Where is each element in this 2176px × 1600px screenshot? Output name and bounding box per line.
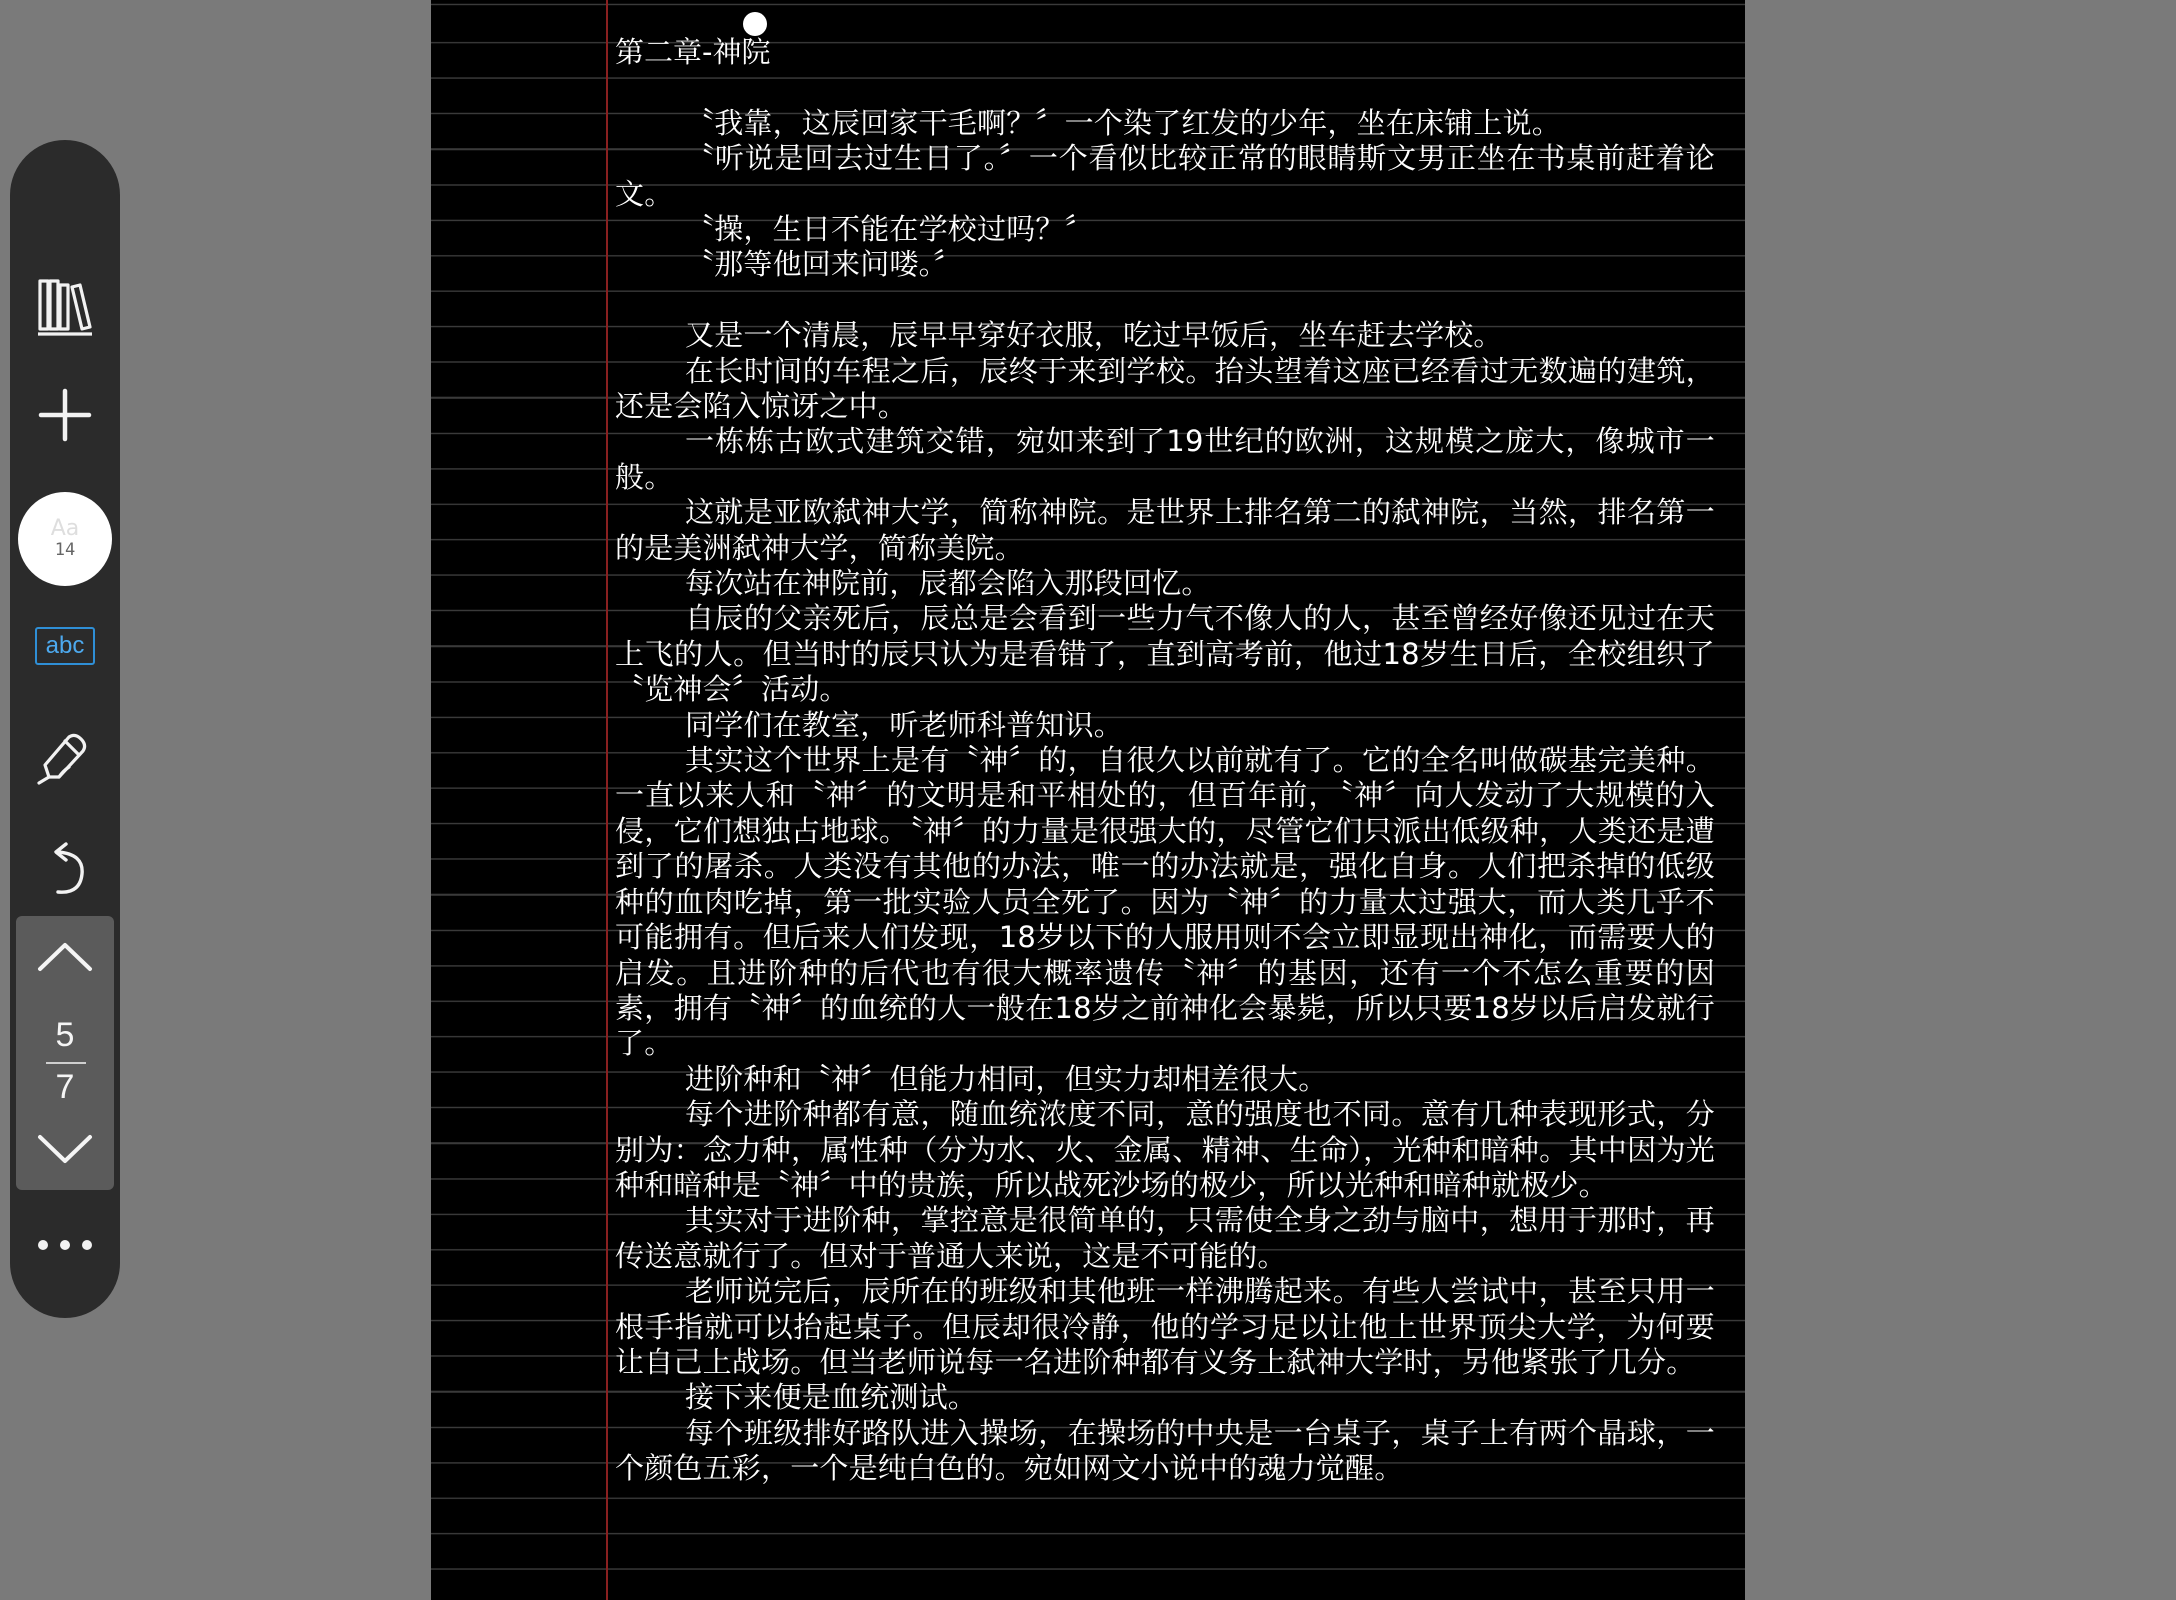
more-options-icon[interactable] (10, 1199, 120, 1291)
blank-line (615, 283, 1715, 318)
chapter-title: 第二章-神院 (615, 35, 771, 69)
spellcheck-button[interactable] (35, 627, 95, 665)
paragraph: 〝操，生日不能在学校过吗？〞 (685, 212, 1094, 246)
font-size-value: 14 (54, 540, 76, 560)
blank-line (615, 70, 1715, 105)
page-divider (46, 1062, 86, 1064)
font-label: Aa (50, 516, 80, 541)
paragraph: 其实对于进阶种，掌控意是很简单的，只需使全身之劲与脑中，想用于那时，再传送意就行了。但对于普通人来说，这是不可能的。 (615, 1203, 1715, 1273)
font-size-button[interactable] (18, 492, 112, 586)
spellcheck-label: abc (45, 632, 85, 659)
page-margin-line (606, 0, 608, 1600)
paragraph: 老师说完后，辰所在的班级和其他班一样沸腾起来。有些人尝试中，甚至只用一根手指就可以抬起桌子。但辰却很冷静，他的学习足以让他上世界顶尖大学，为何要让自己上战场。但当老师说每一名进阶种都有义务上弑神大学时，另他紧张了几分。 (615, 1274, 1715, 1379)
paragraph: 又是一个清晨，辰早早穿好衣服，吃过早饭后，坐车赶去学校。 (685, 318, 1503, 353)
paragraph: 自辰的父亲死后，辰总是会看到一些力气不像人的人，甚至曾经好像还见过在天上飞的人。但当时的辰只认为是看错了，直到高考前，他过18岁生日后，全校组织了〝览神会〞活动。 (615, 601, 1715, 707)
library-icon[interactable] (10, 260, 120, 352)
side-toolbar (10, 140, 120, 1318)
total-pages: 7 (55, 1068, 75, 1106)
add-icon[interactable] (10, 369, 120, 461)
paragraph: 接下来便是血统测试。 (685, 1380, 978, 1415)
undo-icon[interactable] (10, 824, 120, 916)
paragraph: 每个班级排好路队进入操场，在操场的中央是一台桌子，桌子上有两个晶球，一个颜色五彩，一个是纯白色的。宛如网文小说中的魂力觉醒。 (615, 1415, 1715, 1486)
notebook-page[interactable] (431, 0, 1745, 1600)
paragraph: 〝我靠，这辰回家干毛啊？〞一个染了红发的少年，坐在床铺上说。 (685, 105, 1562, 140)
paragraph: 一栋栋古欧式建筑交错，宛如来到了19世纪的欧洲，这规模之庞大，像城市一般。 (615, 424, 1715, 494)
page-navigator (16, 916, 114, 1190)
paragraph: 进阶种和〝神〞但能力相同，但实力却相差很大。 (685, 1061, 1328, 1096)
paragraph: 在长时间的车程之后，辰终于来到学校。抬头望着这座已经看过无数遍的建筑，还是会陷入惊讶之中。 (615, 353, 1715, 424)
paragraph: 这就是亚欧弑神大学，简称神院。是世界上排名第二的弑神院，当然，排名第一的是美洲弑神大学，简称美院。 (615, 495, 1715, 565)
scroll-handle[interactable] (743, 12, 767, 36)
paragraph: 每次站在神院前，辰都会陷入那段回忆。 (685, 566, 1211, 601)
paragraph: 〝听说是回去过生日了。〞一个看似比较正常的眼睛斯文男正坐在书桌前赶着论文。 (615, 141, 1715, 211)
paragraph: 〝那等他回来问喽。〞 (685, 247, 963, 282)
paragraph: 同学们在教室，听老师科普知识。 (685, 707, 1124, 742)
current-page: 5 (55, 1016, 75, 1054)
document-body[interactable] (615, 35, 1715, 1487)
paragraph: 其实这个世界上是有〝神〞的，自很久以前就有了。它的全名叫做碳基完美种。一直以来人和〝神〞的文明是和平相处的，但百年前，〝神〞向人发动了大规模的入侵，它们想独占地球。〝神〞的力量是很强大的，尽管它们只派出低级种，人类还是遭到了的屠杀。人类没有其他的办法，唯一的办法就是，强化自身。人们把杀掉的低级种的血肉吃掉，第一批实验人员全死了。因为〝神〞的力量太过强大，而人类几乎不可能拥有。但后来人们发现，18岁以下的人服用则不会立即显现出神化，而需要人的启发。且进阶种的后代也有很大概率遗传〝神〞的基因，还有一个不怎么重要的因素，拥有〝神〞的血统的人一般在18岁之前神化会暴毙，所以只要18岁以后启发就行了。 (615, 743, 1715, 1061)
pen-icon[interactable] (10, 711, 120, 803)
paragraph: 每个进阶种都有意，随血统浓度不同，意的强度也不同。意有几种表现形式，分别为：念力种，属性种（分为水、火、金属、精神、生命），光种和暗种。其中因为光种和暗种是〝神〞中的贵族，所以战死沙场的极少，所以光种和暗种就极少。 (615, 1097, 1715, 1202)
page-up-chevron-icon[interactable] (16, 916, 114, 996)
page-down-chevron-icon[interactable] (16, 1110, 114, 1190)
